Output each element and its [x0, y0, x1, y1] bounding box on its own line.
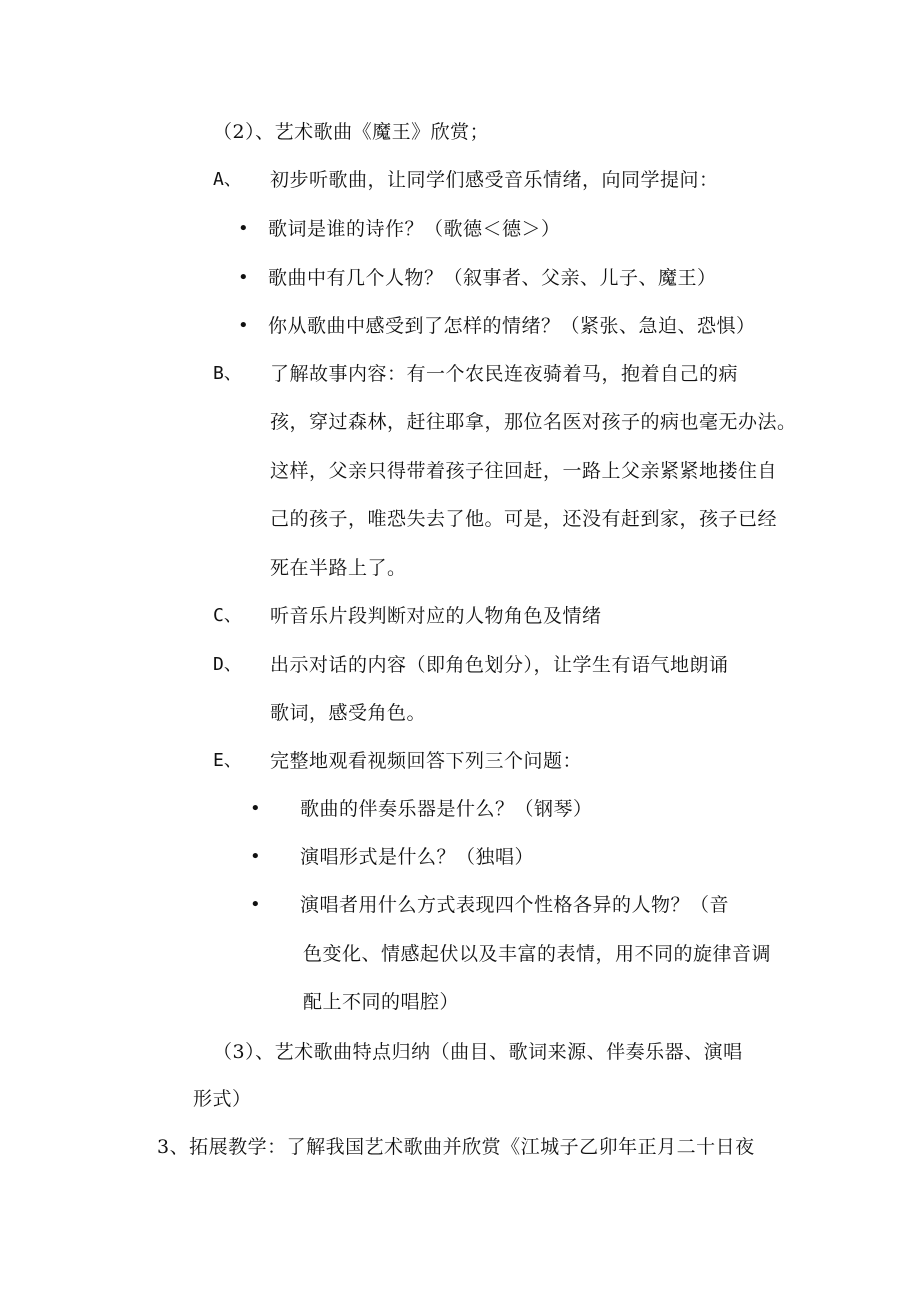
- item-a-text: 初步听歌曲，让同学们感受音乐情绪，向同学提问：: [270, 169, 719, 191]
- item-a-bullet-2: 歌曲中有几个人物？（叙事者、父亲、儿子、魔王）: [268, 267, 717, 289]
- item-e-bullet-3-cont-2: 配上不同的唱腔）: [303, 991, 460, 1013]
- item-e-marker: E、: [213, 750, 242, 771]
- bullet-dot: •: [238, 267, 249, 288]
- item-b-line-5: 死在半路上了。: [270, 557, 407, 579]
- item-a-bullet-1: 歌词是谁的诗作？（歌德＜德＞）: [268, 218, 561, 240]
- item-b-line-1: 了解故事内容：有一个农民连夜骑着马，抱着自己的病: [270, 363, 739, 385]
- item-e-bullet-3: 演唱者用什么方式表现四个性格各异的人物？（音: [300, 894, 730, 916]
- item-a-marker: A、: [213, 169, 242, 190]
- item-b-line-3: 这样，父亲只得带着孩子往回赶，一路上父亲紧紧地搂住自: [270, 460, 778, 482]
- section-3-line-1: （3）、艺术歌曲特点归纳（曲目、歌词来源、伴奏乐器、演唱: [213, 1041, 743, 1063]
- bullet-dot: •: [250, 798, 261, 819]
- bullet-dot: •: [238, 315, 249, 336]
- item-a-bullet-3: 你从歌曲中感受到了怎样的情绪？（紧张、急迫、恐惧）: [268, 315, 756, 337]
- item-b-line-2: 孩，穿过森林，赶往耶拿，那位名医对孩子的病也毫无办法。: [270, 411, 797, 433]
- item-c-text: 听音乐片段判断对应的人物角色及情绪: [270, 605, 602, 627]
- item-e-bullet-3-cont-1: 色变化、情感起伏以及丰富的表情，用不同的旋律音调: [303, 943, 772, 965]
- item-d-line-2: 歌词，感受角色。: [270, 702, 427, 724]
- extension-teaching-line: 3、拓展教学：了解我国艺术歌曲并欣赏《江城子乙卯年正月二十日夜: [157, 1136, 755, 1158]
- bullet-dot: •: [238, 218, 249, 239]
- item-e-bullet-2: 演唱形式是什么？（独唱）: [300, 846, 535, 868]
- bullet-dot: •: [250, 846, 261, 867]
- section-3-line-2: 形式）: [193, 1088, 252, 1110]
- item-e-bullet-1: 歌曲的伴奏乐器是什么？（钢琴）: [300, 798, 593, 820]
- item-b-marker: B、: [213, 363, 242, 384]
- bullet-dot: •: [250, 894, 261, 915]
- item-d-line-1: 出示对话的内容（即角色划分），让学生有语气地朗诵: [270, 654, 729, 676]
- item-b-line-4: 己的孩子，唯恐失去了他。可是，还没有赶到家，孩子已经: [270, 508, 778, 530]
- item-d-marker: D、: [213, 654, 242, 675]
- section-2-heading: （2）、艺术歌曲《魔王》欣赏；: [213, 121, 490, 143]
- item-e-text: 完整地观看视频回答下列三个问题：: [270, 750, 583, 772]
- item-c-marker: C、: [213, 605, 242, 626]
